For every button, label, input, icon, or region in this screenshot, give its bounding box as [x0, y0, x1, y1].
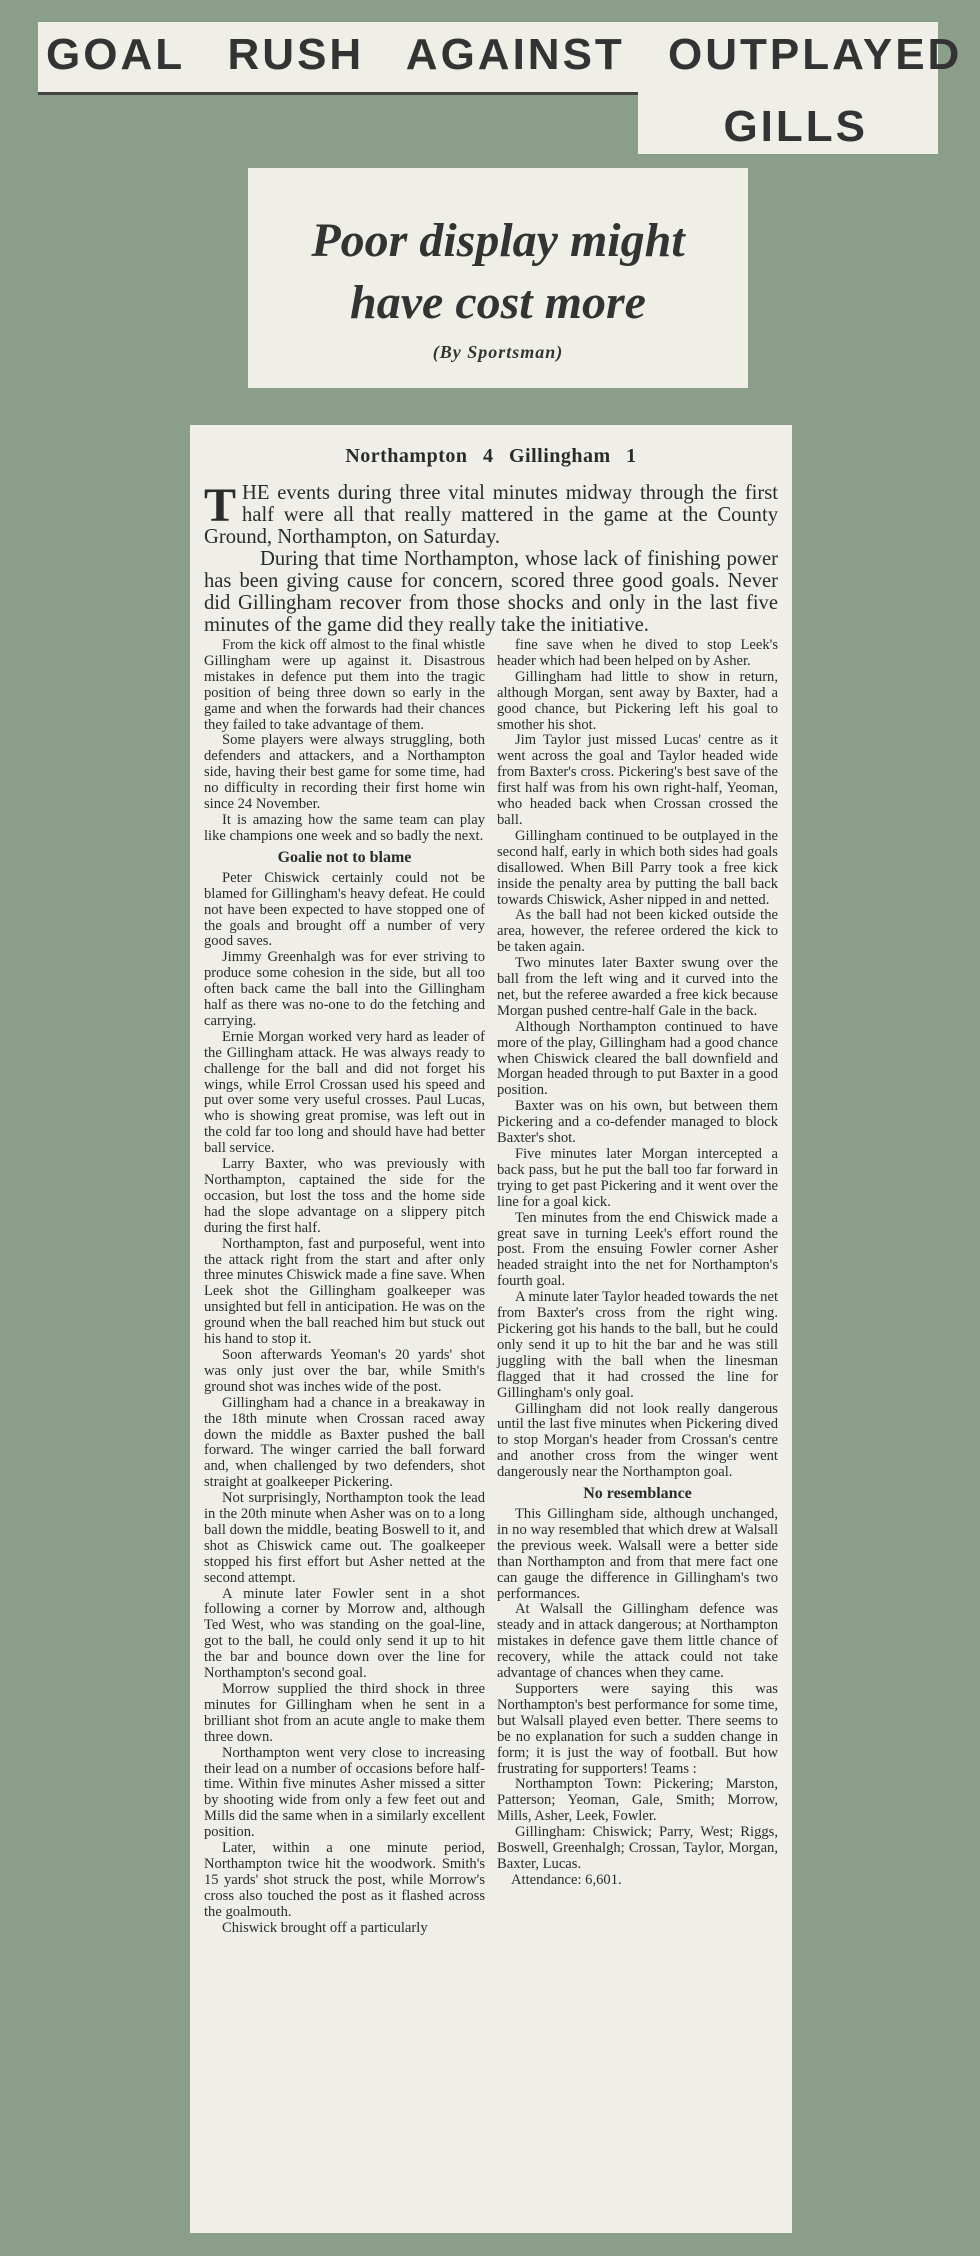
- article-paragraph: Baxter was on his own, but between them Pickering and a co-defender managed to block Baxter's shot.: [497, 1098, 778, 1147]
- article-paragraph: Northampton Town: Pickering; Marston, Patterson; Yeoman, Gale, Smith; Morrow, Mills, Asher, Leek, Fowler.: [497, 1776, 778, 1825]
- article-paragraph: Ernie Morgan worked very hard as leader of the Gillingham attack. He was always ready to challenge for the ball and did not forget his wings, while Errol Crossan used his speed and put over some very useful crosses. Paul Lucas, who is showing great promise, was left out in the cold far too long and should have had better ball service.: [204, 1028, 485, 1157]
- article-paragraph: Gillingham had little to show in return, although Morgan, sent away by Baxter, had a good chance, but Pickering left his goal to smother his shot.: [497, 668, 778, 733]
- article-paragraph: Morrow supplied the third shock in three minutes for Gillingham when he sent in a brilliant shot from an acute angle to make them three down.: [204, 1681, 485, 1745]
- article-paragraph: Some players were always struggling, both defenders and attackers, and a Northampton side, having their best game for some time, had no difficulty in recording their first home win since 24 November.: [204, 732, 485, 813]
- article-paragraph: Gillingham continued to be outplayed in the second half, early in which both sides had goals disallowed. When Bill Parry took a free kick inside the penalty area by putting the ball back towards Chiswick, Asher nipped in and netted.: [497, 827, 778, 908]
- subheadline-line-1: Poor display might: [311, 214, 685, 267]
- byline: (By Sportsman): [432, 342, 564, 362]
- article-paragraph: Two minutes later Baxter swung over the ball from the left wing and it curved into the net, but the referee awarded a free kick because Morgan pushed centre-half Gale in the back.: [497, 955, 778, 1019]
- article-columns: [204, 638, 778, 1937]
- lead-paragraph: THE events during three vital minutes midway through the first half were all that really mattered in the game at the County Ground, Northampton, on Saturday.: [204, 479, 778, 548]
- headline-line-1: GOAL RUSH AGAINST OUTPLAYED: [46, 30, 963, 79]
- article-paragraph: A minute later Fowler sent in a shot following a corner by Morrow and, although Ted West, who was standing on the goal-line, got to the ball, he could only send it up to hit the bar and bounce down over the line for Northampton's second goal.: [204, 1585, 485, 1682]
- article-paragraph: Not surprisingly, Northampton took the lead in the 20th minute when Asher was on to a long ball down the middle, beating Boswell to it, and shot as Chiswick came out. The goalkeeper stopped his first effort but Asher netted at the second attempt.: [204, 1490, 485, 1586]
- headline-line-2: GILLS: [723, 102, 868, 151]
- article-body: [190, 425, 792, 2233]
- article-paragraph: Northampton went very close to increasing their lead on a number of occasions before half-time. Within five minutes Asher missed a sitter by shooting wide from only a few feet out and Mills did the same when in a similarly excellent position.: [204, 1744, 485, 1841]
- article-paragraph: Later, within a one minute period, Northampton twice hit the woodwork. Smith's 15 yards' shot struck the post, while Morrow's cross also touched the post as it flashed across the goalmouth.: [204, 1840, 485, 1920]
- drop-cap: T: [204, 479, 237, 532]
- article-paragraph: Northampton, fast and purposeful, went into the attack right from the start and after only three minutes Chiswick made a fine save. When Leek shot the Gillingham goalkeeper was unsighted but fell in anticipation. He was on the ground when the ball reached him but stuck out his hand to stop it.: [204, 1235, 485, 1348]
- article-paragraph: Five minutes later Morgan intercepted a back pass, but he put the ball too far forward in trying to get past Pickering and it went over the line for a goal kick.: [497, 1146, 778, 1210]
- article-paragraph: Although Northampton continued to have more of the play, Gillingham had a good chance when Chiswick cleared the ball downfield and Morgan headed through to put Baxter in a good position.: [497, 1018, 778, 1099]
- article-paragraph: Gillingham had a chance in a breakaway in the 18th minute when Crossan raced away down the middle as Baxter pushed the ball forward. The winger carried the ball forward and, when challenged by two defenders, shot straight at goalkeeper Pickering.: [204, 1394, 485, 1491]
- section-heading: No resemblance: [583, 1485, 692, 1503]
- headline-banner: [38, 22, 963, 151]
- article-paragraph: Jimmy Greenhalgh was for ever striving to produce some cohesion in the side, but all too often back came the ball into the Gillingham half as there was no-one to do the fetching and carrying.: [204, 949, 485, 1029]
- lead-paragraph: During that time Northampton, whose lack of finishing power has been giving cause for concern, scored three good goals. Never did Gillingham recover from those shocks and only in the last five minutes of the game did they really take the initiative.: [204, 548, 778, 636]
- lead-section: [204, 479, 778, 636]
- article-paragraph: Gillingham did not look really dangerous until the last five minutes when Pickering dived to stop Morgan's header from Crossan's centre and another cross from the winger went dangerously near the Northampton goal.: [497, 1400, 778, 1481]
- article-paragraph: It is amazing how the same team can play like champions one week and so badly the next.: [204, 811, 485, 844]
- article-paragraph: At Walsall the Gillingham defence was steady and in attack dangerous; at Northampton mistakes in defence gave them little chance of recovery, while the attack could not take advantage of chances when they came.: [497, 1601, 778, 1682]
- left-column: [204, 638, 485, 1937]
- score-line: Northampton 4 Gillingham 1: [345, 445, 637, 467]
- subheadline-line-2: have cost more: [350, 276, 646, 329]
- article-paragraph: Gillingham: Chiswick; Parry, West; Riggs, Boswell, Greenhalgh; Crossan, Taylor, Morgan, Baxter, Lucas.: [497, 1824, 778, 1872]
- article-paragraph: Supporters were saying this was Northampton's best performance for some time, but Walsall played even better. There seems to be no explanation for such a sudden change in form; it is just the way of football. But how frustrating for supporters! Teams :: [497, 1681, 778, 1777]
- article-paragraph: Larry Baxter, who was previously with Northampton, captained the side for the occasion, but lost the toss and the home side had the slope advantage on a slippery pitch during the first half.: [204, 1156, 485, 1236]
- attendance: Attendance: 6,601.: [511, 1871, 622, 1888]
- article-paragraph: This Gillingham side, although unchanged, in no way resembled that which drew at Walsall the previous week. Walsall were a better side than Northampton and from that mere fact one can gauge the difference in Gillingham's two performances.: [497, 1506, 778, 1602]
- article-paragraph: Peter Chiswick certainly could not be blamed for Gillingham's heavy defeat. He could not have been expected to have stopped one of the goals and brought off a number of very good saves.: [204, 869, 485, 950]
- article-paragraph: fine save when he dived to stop Leek's header which had been helped on by Asher.: [497, 637, 778, 669]
- article-paragraph: From the kick off almost to the final whistle Gillingham were up against it. Disastrous mistakes in defence put them into the tragic position of being three down so early in the game and when the forwards had their chances they failed to take advantage of them.: [204, 637, 485, 733]
- subheadline: [248, 210, 748, 334]
- article-paragraph: A minute later Taylor headed towards the net from Baxter's cross from the right wing. Pickering got his hands to the ball, but he could only send it up to hit the bar and he was still juggling with the ball when the linesman flagged that it had crossed the line for Gillingham's only goal.: [497, 1289, 778, 1401]
- article-paragraph: Soon afterwards Yeoman's 20 yards' shot was only just over the bar, while Smith's ground shot was inches wide of the post.: [204, 1346, 485, 1395]
- article-paragraph: Chiswick brought off a particularly: [222, 1919, 428, 1936]
- article-paragraph: Jim Taylor just missed Lucas' centre as it went across the goal and Taylor headed wide from Baxter's cross. Pickering's best save of the first half was from his own right-half, Yeoman, who headed back when Crossan crossed the ball.: [497, 732, 778, 828]
- subheadline-box: [248, 168, 748, 388]
- article-paragraph: As the ball had not been kicked outside the area, however, the referee ordered the kick to be taken again.: [497, 907, 778, 956]
- right-column: [497, 638, 778, 1937]
- article-paragraph: Ten minutes from the end Chiswick made a great save in turning Leek's effort round the post. From the ensuing Fowler corner Asher headed straight into the net for Northampton's fourth goal.: [497, 1209, 778, 1290]
- section-heading: Goalie not to blame: [277, 848, 412, 866]
